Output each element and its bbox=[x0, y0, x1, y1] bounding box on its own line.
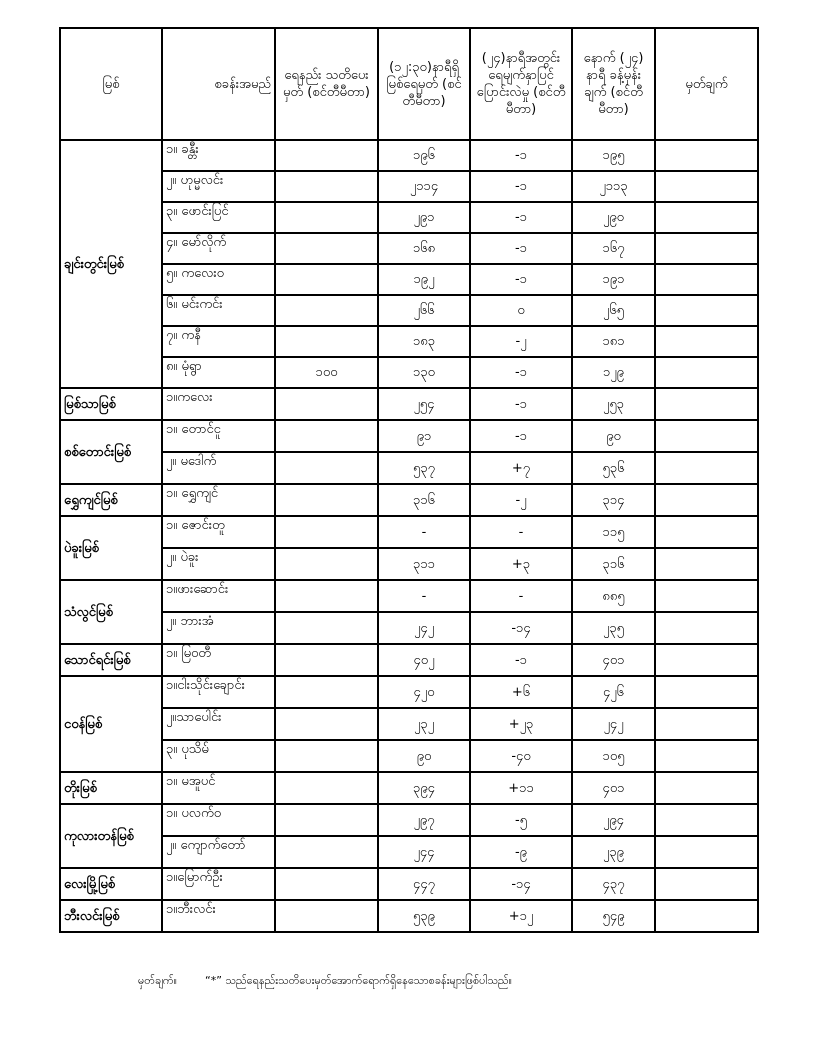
change-cell: +၂၃ bbox=[470, 708, 572, 740]
water-level-cell: ၂၉၁ bbox=[378, 202, 470, 233]
station-name: ၈။ မုံရွာ bbox=[162, 357, 275, 388]
station-name: ၁။ဖားဆောင်း bbox=[162, 580, 275, 612]
change-cell: +၁၁ bbox=[470, 772, 572, 804]
danger-level-cell bbox=[275, 264, 378, 295]
water-level-cell: ၃၁၆ bbox=[378, 484, 470, 516]
change-cell: ၀ bbox=[470, 295, 572, 326]
danger-level-cell bbox=[275, 804, 378, 836]
forecast-cell: ၁၈၁ bbox=[572, 326, 655, 357]
change-cell: -၁ bbox=[470, 644, 572, 676]
remark-cell bbox=[655, 580, 758, 612]
change-cell: -၉ bbox=[470, 836, 572, 868]
remark-cell bbox=[655, 868, 758, 900]
remark-cell bbox=[655, 484, 758, 516]
remark-cell bbox=[655, 836, 758, 868]
forecast-cell: ၁၉၅ bbox=[572, 140, 655, 171]
river-name: လေးမြို့မြစ် bbox=[60, 868, 162, 900]
water-level-cell: ၂၄၄ bbox=[378, 836, 470, 868]
table-row bbox=[60, 484, 758, 516]
danger-level-cell bbox=[275, 295, 378, 326]
table-row bbox=[60, 804, 758, 836]
station-name: ၁။ မအူပင် bbox=[162, 772, 275, 804]
forecast-cell: ၉၀ bbox=[572, 420, 655, 452]
remark-cell bbox=[655, 772, 758, 804]
forecast-cell: ၂၄၂ bbox=[572, 708, 655, 740]
water-level-cell: ၂၅၄ bbox=[378, 388, 470, 420]
table-row bbox=[60, 708, 758, 740]
table-row bbox=[60, 202, 758, 233]
forecast-cell: ၁၆၇ bbox=[572, 233, 655, 264]
danger-level-cell bbox=[275, 484, 378, 516]
remark-cell bbox=[655, 612, 758, 644]
river-name: ဘီးလင်းမြစ် bbox=[60, 900, 162, 932]
change-cell: -၁ bbox=[470, 140, 572, 171]
danger-level-cell bbox=[275, 233, 378, 264]
water-level-cell: ၉၀ bbox=[378, 740, 470, 772]
danger-level-cell bbox=[275, 171, 378, 202]
table-row bbox=[60, 740, 758, 772]
remark-cell bbox=[655, 548, 758, 580]
danger-level-cell bbox=[275, 140, 378, 171]
river-name: သောင်ရင်းမြစ် bbox=[60, 644, 162, 676]
station-name: ၂။သာပေါင်း bbox=[162, 708, 275, 740]
station-name: ၅။ ကလေးဝ bbox=[162, 264, 275, 295]
danger-level-cell: ၁၀၀ bbox=[275, 357, 378, 388]
station-name: ၁။မြောက်ဦး bbox=[162, 868, 275, 900]
forecast-cell: ၂၃၅ bbox=[572, 612, 655, 644]
header-river: မြစ် bbox=[60, 28, 162, 140]
danger-level-cell bbox=[275, 580, 378, 612]
header-forecast: နောက် (၂၄) နာရီ ခန့်မှန်းချက် (စင်တီမီတာ) bbox=[572, 28, 655, 140]
danger-level-cell bbox=[275, 326, 378, 357]
station-name: ၁။ ရွှေကျင် bbox=[162, 484, 275, 516]
forecast-cell: ၁၉၁ bbox=[572, 264, 655, 295]
header-danger-level: ရေနည်း သတိပေးမှတ် (စင်တီမီတာ) bbox=[275, 28, 378, 140]
change-cell: +၁၂ bbox=[470, 900, 572, 932]
change-cell: -၁ bbox=[470, 264, 572, 295]
remark-cell bbox=[655, 516, 758, 548]
danger-level-cell bbox=[275, 836, 378, 868]
table-row bbox=[60, 295, 758, 326]
water-level-cell: ၁၃၀ bbox=[378, 357, 470, 388]
header-remarks: မှတ်ချက် bbox=[655, 28, 758, 140]
remark-cell bbox=[655, 708, 758, 740]
water-level-cell: ၄၂၀ bbox=[378, 676, 470, 708]
remark-cell bbox=[655, 740, 758, 772]
forecast-cell: ၁၀၅ bbox=[572, 740, 655, 772]
remark-cell bbox=[655, 452, 758, 484]
water-level-cell: ၂၃၂ bbox=[378, 708, 470, 740]
forecast-cell: ၄၀၁ bbox=[572, 772, 655, 804]
forecast-cell: ၂၉၀ bbox=[572, 202, 655, 233]
forecast-cell: ၂၉၄ bbox=[572, 804, 655, 836]
station-name: ၁။ တောင်ငူ bbox=[162, 420, 275, 452]
water-level-cell: ၁၆၈ bbox=[378, 233, 470, 264]
danger-level-cell bbox=[275, 772, 378, 804]
danger-level-cell bbox=[275, 612, 378, 644]
change-cell: +၇ bbox=[470, 452, 572, 484]
water-level-cell: ၃၁၁ bbox=[378, 548, 470, 580]
station-name: ၂။ ဘားအံ bbox=[162, 612, 275, 644]
table-row bbox=[60, 900, 758, 932]
water-level-cell: ၄၄၇ bbox=[378, 868, 470, 900]
danger-level-cell bbox=[275, 202, 378, 233]
station-name: ၇။ ကနီ bbox=[162, 326, 275, 357]
river-name: တိုးမြစ် bbox=[60, 772, 162, 804]
forecast-cell: ၄၂၆ bbox=[572, 676, 655, 708]
forecast-cell: ၅၃၆ bbox=[572, 452, 655, 484]
forecast-cell: ၁၁၅ bbox=[572, 516, 655, 548]
footnote-label: မှတ်ချက်။ bbox=[138, 974, 178, 987]
table-row bbox=[60, 264, 758, 295]
station-name: ၆။ မင်းကင်း bbox=[162, 295, 275, 326]
water-level-cell: ၅၃၉ bbox=[378, 900, 470, 932]
table-row bbox=[60, 140, 758, 171]
header-change-24h: (၂၄)နာရီအတွင်း ရေမျက်နှာပြင် ပြောင်းလဲမှု (စင်တီမီတာ) bbox=[470, 28, 572, 140]
remark-cell bbox=[655, 804, 758, 836]
danger-level-cell bbox=[275, 644, 378, 676]
danger-level-cell bbox=[275, 868, 378, 900]
station-name: ၁။ငါးသိုင်းချောင်း bbox=[162, 676, 275, 708]
footnote bbox=[138, 974, 512, 990]
forecast-cell: ၄၀၁ bbox=[572, 644, 655, 676]
table-row bbox=[60, 868, 758, 900]
river-name: ကုလားတန်မြစ် bbox=[60, 804, 162, 868]
station-name: ၁။ ဇောင်းတူ bbox=[162, 516, 275, 548]
table-row bbox=[60, 548, 758, 580]
water-level-cell: ၅၃၇ bbox=[378, 452, 470, 484]
water-level-cell: ၁၈၃ bbox=[378, 326, 470, 357]
table-row bbox=[60, 612, 758, 644]
water-level-cell: ၂၉၇ bbox=[378, 804, 470, 836]
table-row bbox=[60, 233, 758, 264]
danger-level-cell bbox=[275, 548, 378, 580]
header-water-level: (၁၂:၃၀)နာရီရှိ မြစ်ရေမှတ် (စင်တီမီတာ) bbox=[378, 28, 470, 140]
station-name: ၂။ ပဲခူး bbox=[162, 548, 275, 580]
table-row bbox=[60, 388, 758, 420]
change-cell: -၁၄ bbox=[470, 868, 572, 900]
river-name: သံလွင်မြစ် bbox=[60, 580, 162, 644]
forecast-cell: ၂၆၅ bbox=[572, 295, 655, 326]
header-station: စခန်းအမည် bbox=[162, 28, 275, 140]
water-level-table bbox=[59, 27, 759, 933]
change-cell: -၁၄ bbox=[470, 612, 572, 644]
forecast-cell: ၃၁၄ bbox=[572, 484, 655, 516]
table-row bbox=[60, 772, 758, 804]
water-level-cell: ၄၀၂ bbox=[378, 644, 470, 676]
remark-cell bbox=[655, 420, 758, 452]
remark-cell bbox=[655, 295, 758, 326]
water-level-cell: ၂၄၂ bbox=[378, 612, 470, 644]
water-level-cell: ၁၉၆ bbox=[378, 140, 470, 171]
change-cell: - bbox=[470, 580, 572, 612]
table-row bbox=[60, 326, 758, 357]
change-cell: -၄၀ bbox=[470, 740, 572, 772]
remark-cell bbox=[655, 326, 758, 357]
river-name: စစ်တောင်းမြစ် bbox=[60, 420, 162, 484]
station-name: ၁။ဘီးလင်း bbox=[162, 900, 275, 932]
forecast-cell: ၅၄၉ bbox=[572, 900, 655, 932]
station-name: ၂။ ကျောက်တော် bbox=[162, 836, 275, 868]
danger-level-cell bbox=[275, 452, 378, 484]
danger-level-cell bbox=[275, 740, 378, 772]
change-cell: -၅ bbox=[470, 804, 572, 836]
forecast-cell: ၁၂၉ bbox=[572, 357, 655, 388]
remark-cell bbox=[655, 900, 758, 932]
danger-level-cell bbox=[275, 516, 378, 548]
danger-level-cell bbox=[275, 420, 378, 452]
water-level-cell: ၂၁၁၄ bbox=[378, 171, 470, 202]
water-level-cell: ၂၆၆ bbox=[378, 295, 470, 326]
station-name: ၁။ကလေး bbox=[162, 388, 275, 420]
table-row bbox=[60, 171, 758, 202]
change-cell: +၆ bbox=[470, 676, 572, 708]
remark-cell bbox=[655, 264, 758, 295]
station-name: ၁။ ပလက်ဝ bbox=[162, 804, 275, 836]
forecast-cell: ၂၅၃ bbox=[572, 388, 655, 420]
remark-cell bbox=[655, 140, 758, 171]
forecast-cell: ၂၁၁၃ bbox=[572, 171, 655, 202]
river-name: ပဲခူးမြစ် bbox=[60, 516, 162, 580]
change-cell: +၃ bbox=[470, 548, 572, 580]
table-row bbox=[60, 580, 758, 612]
forecast-cell: ၃၁၆ bbox=[572, 548, 655, 580]
station-name: ၁။ မြဝတီ bbox=[162, 644, 275, 676]
station-name: ၃။ ဖောင်းပြင် bbox=[162, 202, 275, 233]
change-cell: -၂ bbox=[470, 326, 572, 357]
danger-level-cell bbox=[275, 708, 378, 740]
water-level-cell: ၃၉၄ bbox=[378, 772, 470, 804]
water-level-cell: - bbox=[378, 580, 470, 612]
remark-cell bbox=[655, 357, 758, 388]
table-body bbox=[60, 140, 758, 932]
water-level-cell: ၉၁ bbox=[378, 420, 470, 452]
river-name: ချင်းတွင်းမြစ် bbox=[60, 140, 162, 388]
change-cell: -၁ bbox=[470, 420, 572, 452]
change-cell: - bbox=[470, 516, 572, 548]
table-row bbox=[60, 420, 758, 452]
change-cell: -၁ bbox=[470, 357, 572, 388]
change-cell: -၁ bbox=[470, 388, 572, 420]
danger-level-cell bbox=[275, 388, 378, 420]
table-row bbox=[60, 452, 758, 484]
water-level-cell: - bbox=[378, 516, 470, 548]
remark-cell bbox=[655, 171, 758, 202]
station-name: ၁။ ခန္တီး bbox=[162, 140, 275, 171]
change-cell: -၁ bbox=[470, 171, 572, 202]
danger-level-cell bbox=[275, 676, 378, 708]
header-row bbox=[60, 28, 758, 140]
change-cell: -၂ bbox=[470, 484, 572, 516]
forecast-cell: ၈၈၅ bbox=[572, 580, 655, 612]
station-name: ၃။ ပုသိမ် bbox=[162, 740, 275, 772]
table-row bbox=[60, 644, 758, 676]
remark-cell bbox=[655, 676, 758, 708]
station-name: ၂။ ဟုမ္မလင်း bbox=[162, 171, 275, 202]
change-cell: -၁ bbox=[470, 202, 572, 233]
remark-cell bbox=[655, 388, 758, 420]
river-name: ရွှေကျင်မြစ် bbox=[60, 484, 162, 516]
table-row bbox=[60, 676, 758, 708]
forecast-cell: ၄၃၇ bbox=[572, 868, 655, 900]
table-row bbox=[60, 516, 758, 548]
table-row bbox=[60, 357, 758, 388]
danger-level-cell bbox=[275, 900, 378, 932]
remark-cell bbox=[655, 644, 758, 676]
change-cell: -၁ bbox=[470, 233, 572, 264]
forecast-cell: ၂၃၉ bbox=[572, 836, 655, 868]
water-level-cell: ၁၉၂ bbox=[378, 264, 470, 295]
footnote-text: “*” သည်ရေနည်းသတိပေးမှတ်အောက်ရောက်ရှိနေသောစခန်းများဖြစ်ပါသည်။ bbox=[205, 974, 512, 987]
station-name: ၂။ မဒေါက် bbox=[162, 452, 275, 484]
station-name: ၄။ မော်လိုက် bbox=[162, 233, 275, 264]
river-name: မြစ်သာမြစ် bbox=[60, 388, 162, 420]
remark-cell bbox=[655, 202, 758, 233]
remark-cell bbox=[655, 233, 758, 264]
table-row bbox=[60, 836, 758, 868]
river-name: ငဝန်မြစ် bbox=[60, 676, 162, 772]
